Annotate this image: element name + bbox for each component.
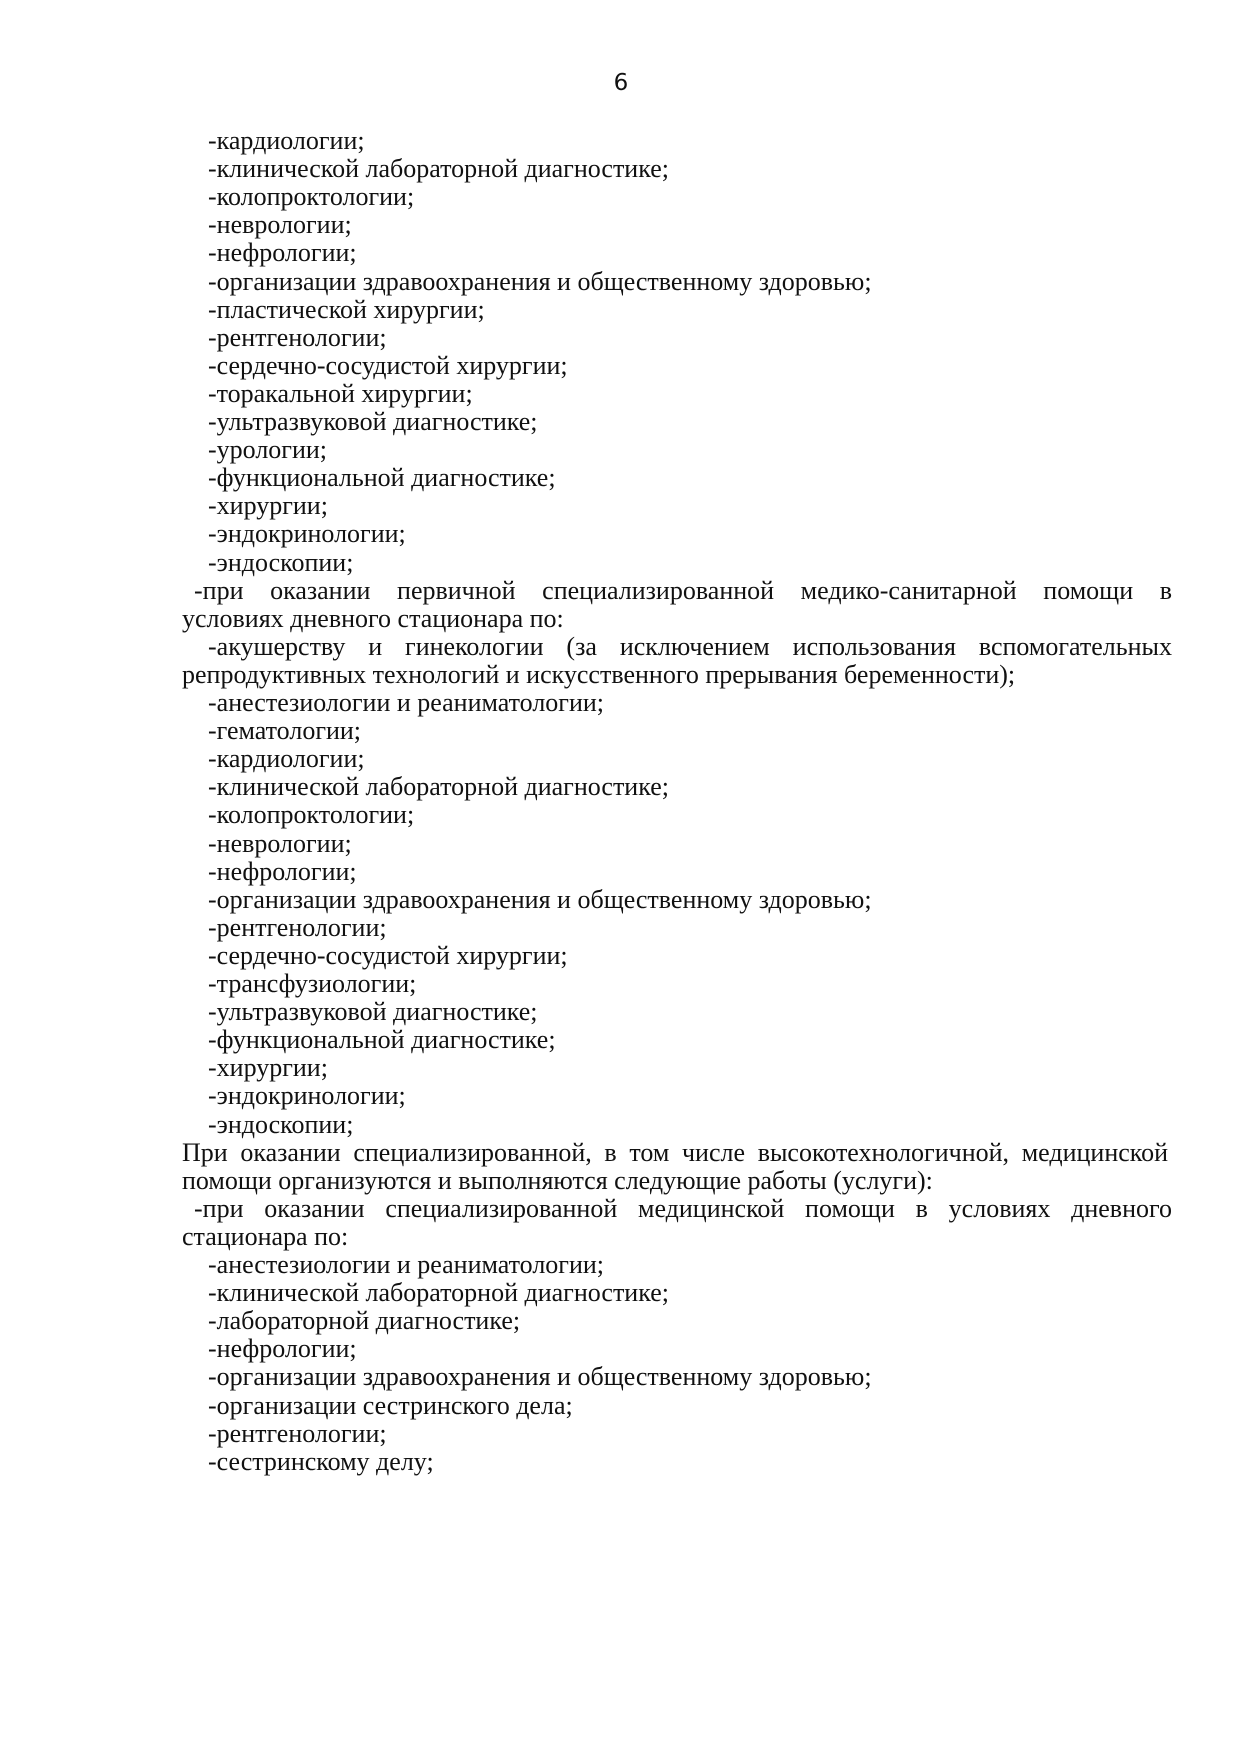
list-item: -лабораторной диагностике; (208, 1306, 521, 1336)
list-item: -нефрологии; (208, 856, 357, 886)
list-item: -эндокринологии; (208, 519, 406, 549)
list-item: -хирургии; (208, 1053, 328, 1083)
list-item: -трансфузиологии; (208, 969, 417, 998)
list-item: -колопроктологии; (208, 800, 415, 830)
list-item: -организации здравоохранения и общественному здоровью; (208, 266, 872, 296)
list-item: -сестринскому делу; (208, 1446, 434, 1476)
list-item: -организации здравоохранения и общественному здоровью; (208, 884, 872, 914)
list-item: -рентгенологии; (208, 912, 387, 942)
list-item: -сердечно-сосудистой хирургии; (208, 350, 568, 380)
list-item: -неврологии; (208, 210, 352, 240)
list-item: -рентгенологии; (208, 322, 387, 352)
text-line: -при оказании первичной специализированной медико-санитарной помощи в (194, 575, 1172, 605)
list-item: -урологии; (208, 435, 328, 465)
list-item: -эндокринологии; (208, 1081, 406, 1111)
text-line: -при оказании специализированной медицинской помощи в условиях дневного (194, 1193, 1172, 1223)
list-item: -эндоскопии; (208, 1109, 354, 1139)
list-item: -неврологии; (208, 828, 352, 858)
list-item: -нефрологии; (208, 238, 357, 268)
text-line: помощи организуются и выполняются следующие работы (услуги): (182, 1165, 933, 1195)
list-item: -акушерству и гинекологии (за исключением использования вспомогательных (208, 631, 1172, 661)
list-item: -рентгенологии; (208, 1418, 387, 1448)
list-item: -анестезиологии и реаниматологии; (208, 688, 605, 717)
list-item: -анестезиологии и реаниматологии; (208, 1250, 605, 1279)
list-item: -кардиологии; (208, 744, 365, 774)
list-item: -хирургии; (208, 491, 328, 521)
list-item: -нефрологии; (208, 1334, 357, 1364)
list-item: -клинической лабораторной диагностике; (208, 154, 669, 184)
page-number: 6 (613, 70, 629, 96)
list-item: -организации сестринского дела; (208, 1390, 573, 1420)
list-item: -организации здравоохранения и общественному здоровью; (208, 1362, 872, 1392)
list-item: -эндоскопии; (208, 547, 354, 577)
text-line: При оказании специализированной, в том числе высокотехнологичной, медицинской (182, 1137, 1168, 1167)
text-line: стационара по: (182, 1221, 349, 1251)
list-item: -кардиологии; (208, 126, 365, 155)
list-item: -ультразвуковой диагностике; (208, 997, 538, 1027)
list-item: -колопроктологии; (208, 182, 415, 212)
list-item: -торакальной хирургии; (208, 378, 473, 408)
list-item: -клинической лабораторной диагностике; (208, 772, 669, 802)
list-item: -клинической лабораторной диагностике; (208, 1278, 669, 1308)
list-item: -функциональной диагностике; (208, 1025, 556, 1055)
list-item: -функциональной диагностике; (208, 463, 556, 493)
text-line: условиях дневного стационара по: (182, 603, 564, 633)
list-item: -пластической хирургии; (208, 294, 485, 324)
list-item: -гематологии; (208, 716, 362, 746)
list-item: -ультразвуковой диагностике; (208, 407, 538, 436)
text-line: репродуктивных технологий и искусственного прерывания беременности); (182, 659, 1016, 689)
list-item: -сердечно-сосудистой хирургии; (208, 940, 568, 970)
